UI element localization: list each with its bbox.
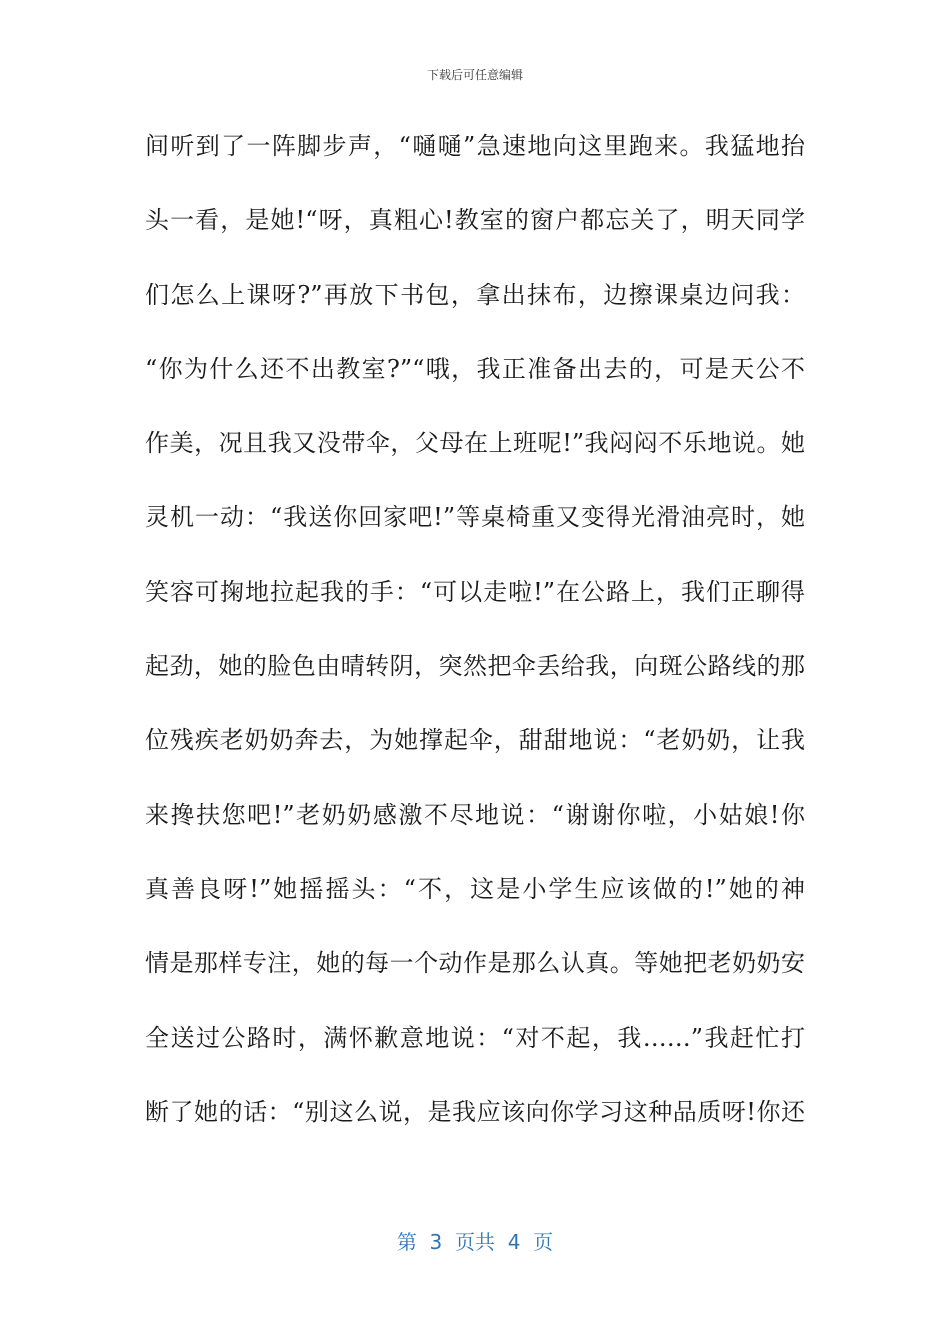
text-line: 作美，况且我又没带伞，父母在上班呢!”我闷闷不乐地说。她 <box>145 429 805 458</box>
text-line: 断了她的话：“别这么说，是我应该向你学习这种品质呀!你还 <box>145 1097 805 1126</box>
text-line: 位残疾老奶奶奔去，为她撑起伞，甜甜地说：“老奶奶，让我 <box>145 726 805 755</box>
document-body <box>145 122 805 1162</box>
text-line: 笑容可掬地拉起我的手：“可以走啦!”在公路上，我们正聊得 <box>145 577 805 606</box>
text-line: 们怎么上课呀?”再放下书包，拿出抹布，边擦课桌边问我： <box>145 280 805 309</box>
text-line: 间听到了一阵脚步声，“嗵嗵”急速地向这里跑来。我猛地抬 <box>145 132 805 160</box>
text-line: 来搀扶您吧!”老奶奶感激不尽地说：“谢谢你啦，小姑娘!你 <box>145 800 805 829</box>
header-note: 下载后可任意编辑 <box>426 68 523 82</box>
text-line: 头一看，是她!“呀，真粗心!教室的窗户都忘关了，明天同学 <box>145 206 805 235</box>
text-line: 情是那样专注，她的每一个动作是那么认真。等她把老奶奶安 <box>145 949 805 978</box>
text-line: “你为什么还不出教室?”“哦，我正准备出去的，可是天公不 <box>145 354 805 383</box>
text-line: 真善良呀!”她摇摇头：“不，这是小学生应该做的!”她的神 <box>145 874 805 903</box>
page-number-footer: 第 3 页共 4 页 <box>396 1230 554 1254</box>
text-line: 灵机一动：“我送你回家吧!”等桌椅重又变得光滑油亮时，她 <box>145 503 805 532</box>
text-line: 起劲，她的脸色由晴转阴，突然把伞丢给我，向斑公路线的那 <box>145 652 805 681</box>
text-line: 全送过公路时，满怀歉意地说：“对不起，我……”我赶忙打 <box>145 1023 805 1052</box>
